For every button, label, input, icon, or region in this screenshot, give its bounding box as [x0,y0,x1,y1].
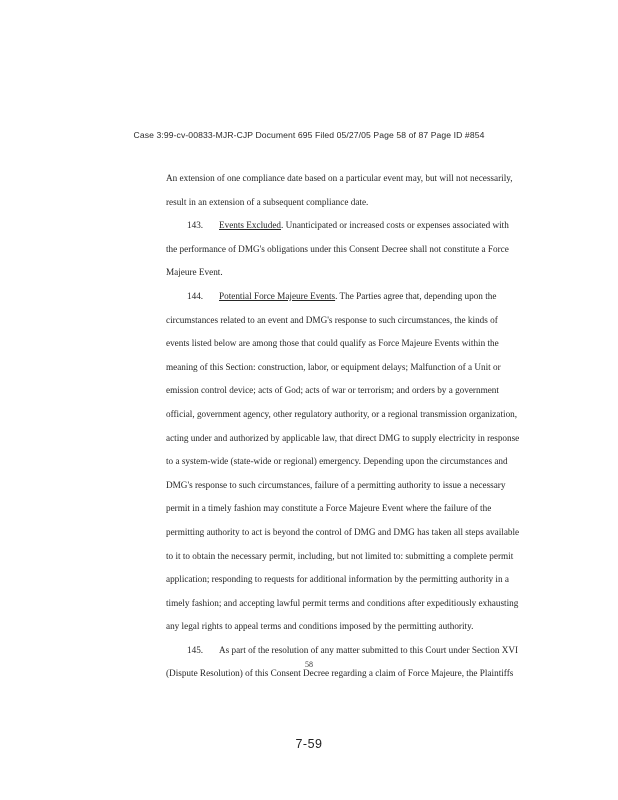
paragraph-145-first-line [166,639,524,663]
body-line: application; responding to requests for additional information by the permitting authority in a [166,574,509,585]
document-body [166,167,524,686]
paragraph-144-first-line [166,285,524,309]
paragraph-number: 145. [187,644,204,655]
body-line: to a system-wide (state-wide or regional) emergency. Depending upon the circumstances and [166,456,508,467]
body-text: As part of the resolution of any matter submitted to this Court under Section XVI [219,644,519,655]
body-line: meaning of this Section: construction, labor, or equipment delays; Malfunction of a Unit or [166,361,501,372]
paragraph-heading: Events Excluded [219,220,281,231]
page-number: 58 [305,660,313,669]
body-line: the performance of DMG's obligations under this Consent Decree shall not constitute a Force [166,243,509,254]
body-line: result in an extension of a subsequent compliance date. [166,196,369,207]
body-line: official, government agency, other regulatory authority, or a regional transmission organization, [166,408,518,419]
body-line: timely fashion; and accepting lawful permit terms and conditions after expeditiously exhausting [166,597,519,608]
body-line: acting under and authorized by applicable law, that direct DMG to supply electricity in response [166,432,520,443]
body-line: (Dispute Resolution) of this Consent Decree regarding a claim of Force Majeure, the Plaintiffs [166,668,514,679]
paragraph-143-first-line [166,214,524,238]
paragraph-number: 144. [187,290,204,301]
body-line: DMG's response to such circumstances, failure of a permitting authority to issue a necessary [166,479,506,490]
body-line: permit in a timely fashion may constitute a Force Majeure Event where the failure of the [166,503,492,514]
body-text: . The Parties agree that, depending upon the [335,290,497,301]
paragraph-heading: Potential Force Majeure Events [219,290,336,301]
body-line: to it to obtain the necessary permit, including, but not limited to: submitting a complete permit [166,550,514,561]
exhibit-page-number: 7-59 [295,737,323,751]
body-line: events listed below are among those that could qualify as Force Majeure Events within the [166,338,499,349]
body-line: emission control device; acts of God; acts of war or terrorism; and orders by a government [166,385,499,396]
case-header: Case 3:99-cv-00833-MJR-CJP Document 695 Filed 05/27/05 Page 58 of 87 Page ID #854 [133,130,485,140]
body-line: permitting authority to act is beyond the control of DMG and DMG has taken all steps available [166,526,520,537]
paragraph-number: 143. [187,220,204,231]
body-line: any legal rights to appeal terms and conditions imposed by the permitting authority. [166,621,474,632]
body-line: Majeure Event. [166,267,223,278]
body-line: circumstances related to an event and DMG's response to such circumstances, the kinds of [166,314,498,325]
body-line: An extension of one compliance date based on a particular event may, but will not necessarily, [166,173,513,183]
body-text: . Unanticipated or increased costs or expenses associated with [281,220,509,231]
